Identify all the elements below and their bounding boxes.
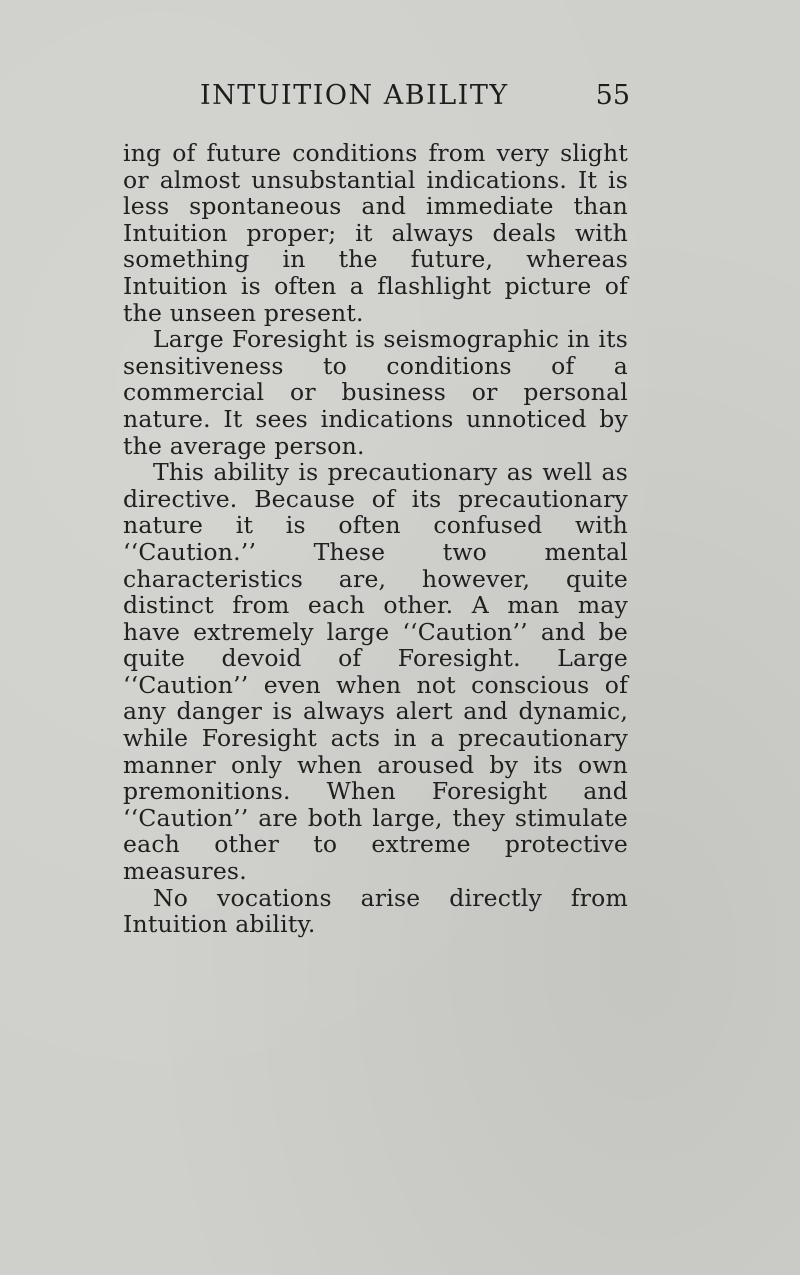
page-number: 55 — [595, 80, 630, 111]
paragraph-continuation: ing of future conditions from very slight or almost unsubstantial indications. It is less spontaneous and immediate than Intuition proper; it always deals with something in the future, whereas Intuition is often a flashlight picture of the unseen present. — [123, 139, 628, 327]
paragraph-caution: This ability is precautionary as well as directive. Because of its precautionary nature it is often confused with ‘‘Caution.’’ These two mental characteristics are, however, quite distinct from each other. A man may have extremely large ‘‘Caution’’ and be quite devoid of Foresight. Large ‘‘Caution’’ even when not conscious of any danger is always alert and dynamic, while Foresight acts in a precautionary manner only when aroused by its own premonitions. When Foresight and ‘‘Caution’’ are both large, they stimulate each other to extreme protective measures. — [123, 458, 628, 886]
running-title: INTUITION ABILITY — [200, 80, 509, 111]
running-head — [200, 80, 630, 114]
paragraph-vocations: No vocations arise directly from Intuition ability. — [123, 883, 628, 939]
paragraph-foresight: Large Foresight is seismographic in its sensitiveness to conditions of a commercial or business or personal nature. It sees indications unnoticed by the average person. — [123, 325, 628, 460]
body-text — [123, 140, 628, 938]
